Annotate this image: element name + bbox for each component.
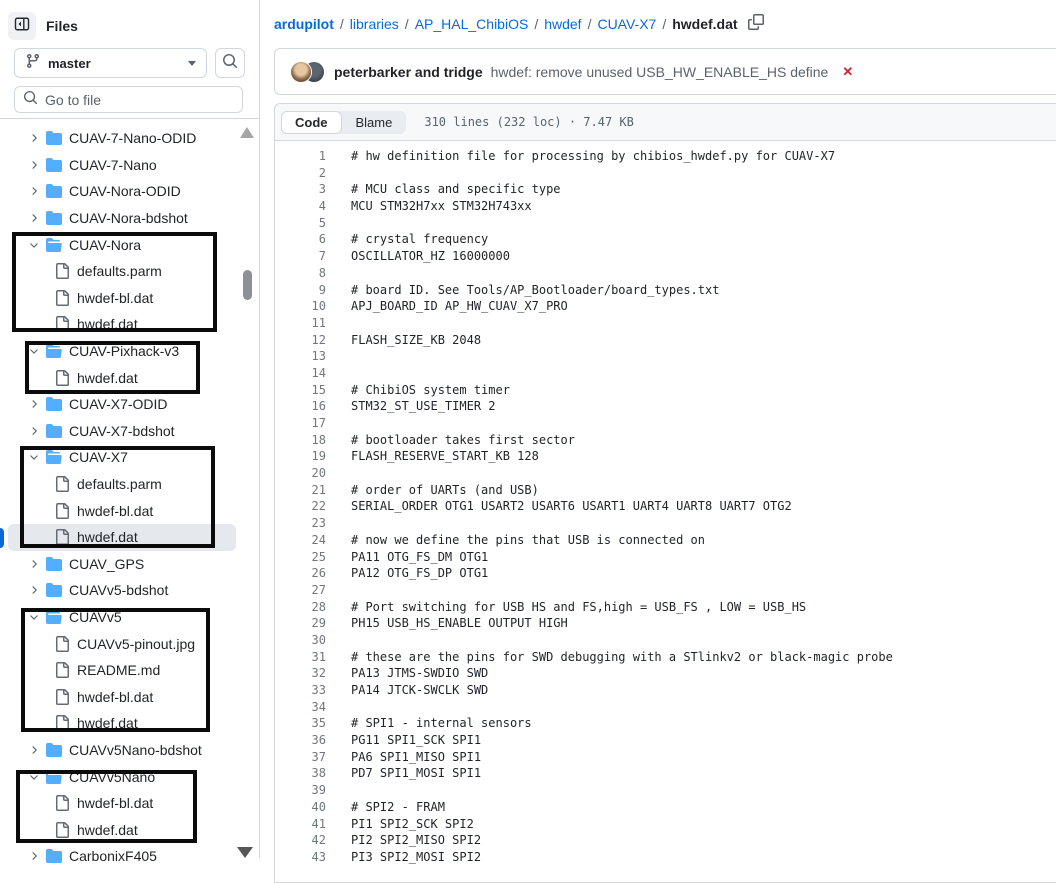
tree-item-CUAV-Pixhack-v3[interactable] [8,338,236,365]
tree-item-label: CUAV-7-Nano-ODID [69,130,197,147]
line-number[interactable]: 16 [311,399,326,414]
tree-item-label: CUAVv5Nano-bdshot [69,741,202,758]
code-line-text [326,465,351,482]
tree-item-hwdef.dat[interactable] [8,364,236,391]
chevron-down-icon[interactable] [26,237,42,253]
branch-selector[interactable] [14,48,207,78]
code-line-text [326,365,351,382]
code-line-text: PH15 USB_HS_ENABLE OUTPUT HIGH [351,616,568,631]
tree-item-label: defaults.parm [77,263,162,280]
file-icon [54,370,70,386]
file-view-panel [274,103,1056,883]
breadcrumb-separator: / [404,15,409,32]
tree-item-label: hwdef.dat [77,715,138,732]
code-line [275,632,1056,649]
copy-icon [748,14,764,33]
chevron-right-icon[interactable] [26,396,42,412]
tree-item-label: CUAV-Nora-ODID [69,183,181,200]
tree-item-label: CUAVv5-bdshot [69,582,169,599]
code-line [275,816,1056,833]
tree-item-CUAV-Nora-ODID[interactable] [8,178,236,205]
tree-item-label: hwdef.dat [77,316,138,333]
breadcrumb-repo-link[interactable]: ardupilot [274,15,334,32]
breadcrumb-link[interactable]: CUAV-X7 [597,15,657,32]
search-icon [23,90,38,110]
code-line-text: # SPI2 - FRAM [351,799,445,814]
code-line [275,448,1056,465]
code-line [275,332,1056,349]
sidebar-scrollbar-thumb[interactable] [243,270,252,300]
tree-item-CUAV-X7-bdshot[interactable] [8,418,236,445]
chevron-down-icon[interactable] [26,769,42,785]
code-line-text: PA12 OTG_FS_DP OTG1 [351,566,489,581]
tree-item-label: CUAVv5Nano [69,768,156,785]
line-number[interactable]: 1 [318,149,326,163]
line-number[interactable]: 15 [311,382,326,397]
chevron-down-icon[interactable] [26,609,42,625]
code-line-text [326,165,351,182]
chevron-right-icon[interactable] [26,130,42,146]
code-line [275,315,1056,332]
tree-item-CUAVv5Nano[interactable] [8,763,236,790]
tab-blame[interactable]: Blame [355,114,393,130]
line-number[interactable]: 32 [311,666,326,681]
tree-item-CarbonixF405[interactable] [8,843,236,870]
tree-item-CUAV-X7[interactable] [8,444,236,471]
tree-item-label: CUAV-X7 [69,449,128,466]
line-number[interactable]: 36 [311,733,326,748]
line-number[interactable]: 6 [318,232,326,247]
tree-item-CUAV-7-Nano-ODID[interactable] [8,125,236,152]
line-number[interactable]: 23 [311,516,326,531]
breadcrumb [274,14,764,33]
line-number[interactable]: 13 [311,349,326,364]
line-number[interactable]: 4 [318,199,326,214]
code-line-text: APJ_BOARD_ID AP_HW_CUAV_X7_PRO [351,299,568,314]
line-number[interactable]: 30 [311,632,326,647]
code-line-text: PG11 SPI1_SCK SPI1 [351,733,482,748]
tree-item-label: CUAV_GPS [69,555,145,572]
line-number[interactable]: 21 [311,482,326,497]
code-line-text: SERIAL_ORDER OTG1 USART2 USART6 USART1 UART4 UART8 UART7 OTG2 [351,499,792,514]
breadcrumb-separator: / [339,15,344,32]
code-line [275,165,1056,182]
code-line-text [326,348,351,365]
line-number[interactable]: 35 [311,716,326,731]
code-line [275,782,1056,799]
code-line-text: # board ID. See Tools/AP_Bootloader/board_types.txt [351,282,720,297]
code-line-text [326,515,351,532]
code-line-text: STM32_ST_USE_TIMER 2 [351,399,496,414]
code-line [275,665,1056,682]
code-line [275,248,1056,265]
folder-icon [46,582,62,598]
breadcrumb-separator: / [534,15,539,32]
file-icon [54,662,70,678]
code-line-text: MCU STM32H7xx STM32H743xx [351,199,532,214]
folder-open-icon [46,609,62,625]
tree-item-CUAV_GPS[interactable] [8,551,236,578]
code-line [275,849,1056,866]
line-number[interactable]: 3 [318,182,326,197]
scroll-up-arrow[interactable] [240,127,254,138]
code-line-text [326,215,351,232]
line-number[interactable]: 39 [311,783,326,798]
line-number[interactable]: 14 [311,365,326,380]
line-number[interactable]: 2 [318,165,326,180]
code-line-text: PA11 OTG_FS_DM OTG1 [351,549,489,564]
folder-open-icon [46,449,62,465]
caret-down-icon [188,61,196,66]
scroll-down-arrow[interactable] [237,847,253,858]
tree-item-label: CUAVv5-pinout.jpg [77,635,196,652]
folder-open-icon [46,343,62,359]
collapse-sidebar-button[interactable] [8,12,36,40]
tree-item-label: CUAV-Nora [69,236,142,253]
tree-item-hwdef.dat[interactable] [8,311,236,338]
code-line-text: # crystal frequency [351,232,489,247]
code-line-text: # ChibiOS system timer [351,382,510,397]
line-number[interactable]: 18 [311,432,326,447]
line-number[interactable]: 28 [311,599,326,614]
code-line [275,265,1056,282]
code-line-text: PI1 SPI2_SCK SPI2 [351,816,474,831]
file-icon [54,795,70,811]
tree-item-label: hwdef-bl.dat [77,795,154,812]
code-line [275,799,1056,816]
chevron-right-icon[interactable] [26,556,42,572]
code-line-text: PA14 JTCK-SWCLK SWD [351,683,489,697]
code-line [275,532,1056,549]
tree-item-label: hwdef-bl.dat [77,688,154,705]
folder-icon [46,130,62,146]
line-number[interactable]: 11 [311,315,326,330]
code-line-text [326,582,351,599]
code-blame-switch [281,111,406,134]
file-meta-info: 310 lines (232 loc) · 7.47 KB [424,115,634,129]
tree-item-label: CarbonixF405 [69,848,157,865]
code-line [275,398,1056,415]
code-line [275,215,1056,232]
line-number[interactable]: 34 [311,699,326,714]
code-line [275,198,1056,215]
tree-item-hwdef-bl.dat[interactable] [8,790,236,817]
code-line [275,181,1056,198]
tree-item-label: hwdef-bl.dat [77,502,154,519]
tree-item-defaults.parm[interactable] [8,258,236,285]
sidebar-header [0,0,259,119]
avatar-peterbarker[interactable] [291,62,311,82]
code-line-text: PA6 SPI1_MISO SPI1 [351,749,482,764]
folder-icon [46,183,62,199]
copy-path-button[interactable] [748,14,764,33]
chevron-right-icon[interactable] [26,157,42,173]
search-icon [222,53,238,74]
code-line [275,415,1056,432]
code-line-text: PI2 SPI2_MISO SPI2 [351,833,482,848]
line-number[interactable]: 29 [311,616,326,631]
chevron-right-icon[interactable] [26,742,42,758]
code-line [275,465,1056,482]
line-number[interactable]: 31 [311,649,326,664]
file-icon [54,529,70,545]
tree-item-label: CUAVv5 [69,608,122,625]
line-number[interactable]: 27 [311,582,326,597]
code-line [275,715,1056,732]
file-icon [54,822,70,838]
code-line [275,231,1056,248]
chevron-right-icon[interactable] [26,183,42,199]
code-line [275,599,1056,616]
code-line [275,482,1056,499]
line-number[interactable]: 19 [311,449,326,464]
folder-icon [46,742,62,758]
code-line [275,615,1056,632]
sidebar-title: Files [46,18,78,34]
code-line-text: PD7 SPI1_MOSI SPI1 [351,766,482,781]
code-line-text: # SPI1 - internal sensors [351,716,532,731]
code-line-text: # hw definition file for processing by chibios_hwdef.py for CUAV-X7 [351,149,836,163]
branch-name: master [48,55,91,71]
chevron-down-icon[interactable] [26,343,42,359]
code-line-text: FLASH_SIZE_KB 2048 [351,332,482,347]
tree-item-CUAVv5[interactable] [8,604,236,631]
chevron-right-icon[interactable] [26,423,42,439]
file-icon [54,715,70,731]
breadcrumb-separator: / [587,15,592,32]
code-line [275,832,1056,849]
tree-item-label: hwdef.dat [77,529,138,546]
tree-item-CUAV-7-Nano[interactable] [8,152,236,179]
go-to-file-search[interactable] [14,86,243,113]
git-branch-icon [25,53,41,74]
code-line-text: PA13 JTMS-SWDIO SWD [351,666,489,681]
file-tree-sidebar [0,0,260,865]
tree-item-hwdef.dat[interactable] [8,524,236,551]
code-line-text: # order of UARTs (and USB) [351,482,539,497]
code-line-text [326,315,351,332]
folder-icon [46,556,62,572]
line-number[interactable]: 7 [318,249,326,264]
tree-item-CUAVv5-pinout.jpg[interactable] [8,630,236,657]
go-to-file-input[interactable] [45,92,205,108]
code-line [275,298,1056,315]
active-file-indicator [0,528,4,548]
breadcrumb-separator: / [662,15,667,32]
line-number[interactable]: 8 [318,265,326,280]
chevron-right-icon[interactable] [26,210,42,226]
tree-item-CUAV-Nora[interactable] [8,231,236,258]
tree-item-label: CUAV-7-Nano [69,156,157,173]
code-line [275,699,1056,716]
file-icon [54,476,70,492]
tree-item-defaults.parm[interactable] [8,471,236,498]
tree-item-label: CUAV-Pixhack-v3 [69,343,180,360]
chevron-right-icon[interactable] [26,582,42,598]
code-line-text [326,632,351,649]
folder-icon [46,157,62,173]
tree-item-hwdef.dat[interactable] [8,710,236,737]
folder-icon [46,848,62,864]
search-button[interactable] [215,48,245,78]
line-number[interactable]: 37 [311,749,326,764]
line-number[interactable]: 43 [311,849,326,864]
tree-item-CUAVv5Nano-bdshot[interactable] [8,737,236,764]
code-line [275,765,1056,782]
breadcrumb-link[interactable]: hwdef [544,15,582,32]
file-view-header [275,104,1056,141]
breadcrumb-link[interactable]: libraries [349,15,399,32]
line-number[interactable]: 38 [311,766,326,781]
line-number[interactable]: 26 [311,566,326,581]
code-line-text: # now we define the pins that USB is connected on [351,532,706,547]
sidebar-panel-icon [14,16,30,37]
breadcrumb-link[interactable]: AP_HAL_ChibiOS [414,15,529,32]
line-number[interactable]: 42 [311,833,326,848]
code-line [275,365,1056,382]
tree-item-label: CUAV-Nora-bdshot [69,210,188,227]
tree-item-CUAV-Nora-bdshot[interactable] [8,205,236,232]
code-line [275,148,1056,165]
code-line-text: # these are the pins for SWD debugging with a STlinkv2 or black-magic probe [351,649,893,664]
code-line-text: # Port switching for USB HS and FS,high = USB_FS , LOW = USB_HS [351,599,807,614]
code-line [275,565,1056,582]
code-line-text [326,782,351,799]
code-line [275,282,1056,299]
folder-icon [46,423,62,439]
code-line-text: OSCILLATOR_HZ 16000000 [351,249,510,264]
code-line [275,682,1056,699]
x-failed-icon[interactable]: ✕ [842,63,854,79]
code-line [275,348,1056,365]
author-avatars [291,62,324,82]
code-line-text [326,699,351,716]
folder-open-icon [46,237,62,253]
code-line-text: # bootloader takes first sector [351,432,575,447]
commit-message[interactable]: hwdef: remove unused USB_HW_ENABLE_HS define [490,63,829,80]
file-icon [54,689,70,705]
file-icon [54,503,70,519]
tree-item-README.md[interactable] [8,657,236,684]
code-line [275,732,1056,749]
code-line [275,549,1056,566]
tree-item-hwdef.dat[interactable] [8,816,236,843]
tree-item-label: hwdef.dat [77,821,138,838]
code-line [275,432,1056,449]
file-icon [54,316,70,332]
tab-code[interactable]: Code [281,111,342,134]
folder-icon [46,210,62,226]
file-icon [54,636,70,652]
line-number[interactable]: 17 [311,416,326,430]
tree-item-label: README.md [77,662,161,679]
file-tree [8,125,236,870]
code-line-text: # MCU class and specific type [351,182,561,197]
tree-item-hwdef-bl.dat[interactable] [8,497,236,524]
code-line-text: FLASH_RESERVE_START_KB 128 [351,449,539,464]
line-number[interactable]: 24 [311,532,326,547]
tree-item-label: CUAV-X7-ODID [69,396,168,413]
chevron-down-icon[interactable] [26,449,42,465]
main-content [261,0,1056,864]
code-line-text: PI3 SPI2_MOSI SPI2 [351,849,482,864]
code-line [275,749,1056,766]
line-number[interactable]: 22 [311,499,326,514]
breadcrumb-current-file: hwdef.dat [672,15,738,32]
line-number[interactable]: 12 [311,332,326,347]
code-content [275,141,1056,866]
tree-item-label: hwdef.dat [77,369,138,386]
code-line [275,649,1056,666]
tree-item-label: CUAV-X7-bdshot [69,422,175,439]
tree-item-CUAV-X7-ODID[interactable] [8,391,236,418]
folder-icon [46,396,62,412]
line-number[interactable]: 40 [311,799,326,814]
file-icon [54,290,70,306]
code-line-text [326,415,351,432]
tree-item-label: hwdef-bl.dat [77,289,154,306]
line-number[interactable]: 33 [311,683,326,697]
code-line-text [326,265,351,282]
latest-commit-bar[interactable] [274,48,1056,95]
tree-item-CUAVv5-bdshot[interactable] [8,577,236,604]
tree-item-hwdef-bl.dat[interactable] [8,683,236,710]
line-number[interactable]: 10 [311,299,326,314]
line-number[interactable]: 20 [311,466,326,481]
line-number[interactable]: 9 [318,282,326,297]
commit-authors[interactable]: peterbarker and tridge [334,63,483,80]
tree-item-label: defaults.parm [77,476,162,493]
chevron-right-icon[interactable] [26,848,42,864]
tree-item-hwdef-bl.dat[interactable] [8,285,236,312]
file-icon [54,263,70,279]
line-number[interactable]: 41 [311,816,326,831]
code-line [275,498,1056,515]
code-line [275,582,1056,599]
line-number[interactable]: 5 [318,215,326,230]
folder-open-icon [46,769,62,785]
code-line [275,515,1056,532]
line-number[interactable]: 25 [311,549,326,564]
code-line [275,382,1056,399]
